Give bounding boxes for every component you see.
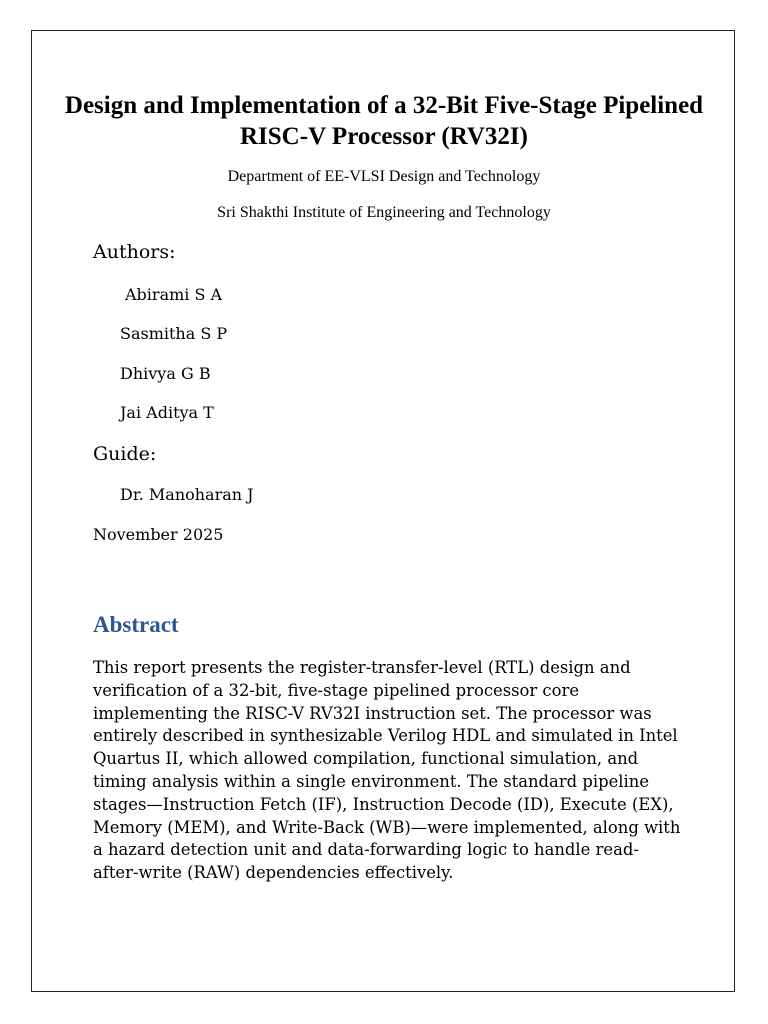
document-title: Design and Implementation of a 32-Bit Five-Stage Pipelined RISC-V Processor (RV32I) [64, 92, 704, 150]
institution-line: Sri Shakthi Institute of Engineering and Technology [217, 204, 551, 221]
document-date: November 2025 [93, 525, 224, 544]
author-name: Jai Aditya T [120, 403, 214, 422]
guide-name: Dr. Manoharan J [120, 485, 254, 504]
abstract-paragraph: This report presents the register-transfer-level (RTL) design and verification of a 32-bit, five-stage pipelined processor core implementing the RISC-V RV32I instruction set. The processor was entirely described in synthesizable Verilog HDL and simulated in Intel Quartus II, which allowed compilation, functional simulation, and timing analysis within a single environment. The standard pipeline stages—Instruction Fetch (IF), Instruction Decode (ID), Execute (EX), Memory (MEM), and Write-Back (WB)—were implemented, along with a hazard detection unit and data-forwarding logic to handle read-after-write (RAW) dependencies effectively. [93, 658, 681, 883]
department-line: Department of EE-VLSI Design and Technology [227, 168, 541, 185]
document-page [31, 30, 735, 992]
authors-label: Authors: [93, 241, 176, 263]
author-name: Dhivya G B [120, 364, 211, 383]
abstract-heading: Abstract [93, 612, 179, 637]
author-name: Abirami S A [125, 285, 223, 304]
guide-label: Guide: [93, 443, 157, 465]
author-name: Sasmitha S P [120, 324, 228, 343]
